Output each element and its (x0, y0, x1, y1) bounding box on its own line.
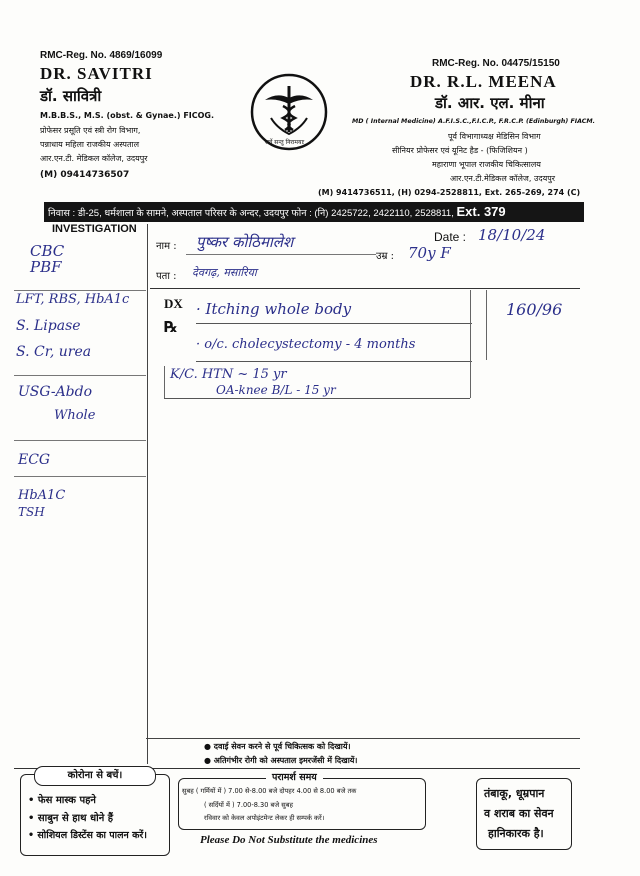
corona-title: कोरोना से बचें। (34, 766, 156, 786)
left-doctor-college: आर.एन.टी. मेडिकल कॉलेज, उदयपुर (40, 154, 148, 163)
footer-divider (146, 738, 580, 739)
investigation-item: HbA1C (18, 488, 66, 503)
address-ext: Ext. 379 (456, 204, 506, 219)
address-bar (44, 202, 584, 222)
right-doctor-hospital: महाराणा भूपाल राजकीय चिकित्सालय (432, 160, 541, 169)
right-doctor-degrees: MD ( Internal Medicine) A.F.I.S.C.,F.I.C.P., F.R.C.P. (Edinburgh) FIACM. (352, 118, 596, 125)
divider (14, 440, 146, 441)
rx-box-edge (470, 290, 471, 398)
left-doctor-dept: प्रोफेसर प्रसूति एवं स्त्री रोग विभाग, (40, 126, 141, 135)
patient-age-label: उम्र : (376, 251, 395, 262)
investigation-item: S. Lipase (16, 318, 81, 334)
right-doctor-unit-head: सीनियर प्रोफेसर एवं यूनिट हैड - (फिजिशियन ) (392, 146, 528, 155)
tobacco-line: हानिकारक है। (488, 827, 544, 840)
left-doctor-mobile: (M) 09414736507 (40, 170, 130, 180)
investigation-item: Whole (54, 408, 96, 423)
investigation-item: CBC (30, 242, 65, 260)
investigation-item: USG-Abdo (18, 384, 93, 400)
rx-underline (196, 323, 472, 324)
right-doctor-ex-hod: पूर्व विभागाध्यक्ष मेडिसिन विभाग (448, 132, 541, 141)
rx-box-edge (164, 366, 165, 398)
left-doctor-name-hindi: डॉ. सावित्री (40, 87, 102, 105)
right-doctor-reg: RMC-Reg. No. 04475/15150 (432, 58, 560, 69)
consult-line: रविवार को केवल अपोइंटमेन्ट लेकर ही सम्पर्क करें। (204, 814, 325, 822)
investigation-item: PBF (30, 258, 62, 276)
patient-name: पुष्कर कोठिमालेश (196, 233, 294, 251)
consult-line: ( सर्दियों में ) 7.00-8.30 बजे सुबह (204, 801, 293, 809)
tobacco-line: व शराब का सेवन (484, 807, 554, 820)
patient-address-label: पता : (156, 271, 177, 282)
name-line (186, 254, 376, 255)
tobacco-line: तंबाकू, धूम्रपान (484, 787, 545, 800)
address-text: निवास : डी-25, धर्मशाला के सामने, अस्पताल परिसर के अन्दर, उदयपुर फोन : (नि) 2425722, 2422110, 2528811, (48, 208, 454, 219)
corona-item: • फेस मास्क पहने (28, 795, 96, 806)
divider (14, 476, 146, 477)
dx-symbol: DX (164, 296, 183, 311)
logo-motto: सर्वे सन्तु निरामयाः (265, 139, 305, 146)
right-doctor-college: आर.एन.टी.मेडिकल कॉलेज, उदयपुर (450, 174, 556, 183)
right-doctor-name-hindi: डॉ. आर. एल. मीना (435, 94, 545, 112)
right-doctor-phones: (M) 9414736511, (H) 0294-2528811, Ext. 265-269, 274 (C) (318, 188, 581, 197)
left-doctor-name: DR. SAVITRI (40, 64, 153, 83)
rx-line: · o/c. cholecystectomy - 4 months (196, 337, 416, 352)
divider (14, 290, 146, 291)
rx-line: K/C. HTN ~ 15 yr (170, 367, 287, 382)
right-doctor-name: DR. R.L. MEENA (410, 72, 557, 91)
left-doctor-reg: RMC-Reg. No. 4869/16099 (40, 50, 163, 61)
substitute-notice: Please Do Not Substitute the medicines (200, 834, 378, 846)
patient-section-divider (150, 288, 580, 289)
corona-item: • साबुन से हाथ धोने हैं (28, 813, 114, 824)
bp-value: 160/96 (506, 300, 563, 319)
investigation-item: TSH (18, 505, 45, 519)
column-divider (147, 224, 148, 764)
divider (14, 375, 146, 376)
patient-address: देवगढ़, मसारिया (192, 266, 257, 279)
footer-note: ● अतिगंभीर रोगी को अस्पताल इमरजेंसी में दिखायें। (204, 756, 358, 765)
rx-underline (196, 361, 472, 362)
date-label: Date : (434, 230, 467, 244)
corona-item: • सोशियल डिस्टेंस का पालन करें। (28, 830, 147, 841)
rx-symbol: ℞ (164, 318, 178, 336)
patient-age: 70y F (408, 244, 451, 262)
investigation-item: ECG (18, 452, 51, 468)
patient-name-label: नाम : (156, 241, 177, 252)
left-doctor-degrees: M.B.B.S., M.S. (obst. & Gynae.) FICOG. (40, 111, 215, 120)
rx-underline (164, 398, 470, 399)
rx-line: · Itching whole body (196, 300, 352, 318)
footer-note: ● दवाई सेवन करने से पूर्व चिकित्सक को दिखायें। (204, 742, 351, 751)
vitals-divider (486, 290, 487, 360)
investigation-item: S. Cr, urea (16, 344, 92, 360)
date-value: 18/10/24 (478, 226, 546, 244)
investigation-item: LFT, RBS, HbA1c (16, 292, 130, 307)
consult-title: परामर्श समय (266, 770, 323, 783)
investigation-heading: INVESTIGATION (52, 223, 137, 235)
left-doctor-hospital: पन्नाधाय महिला राजकीय अस्पताल (40, 140, 139, 149)
rx-line: OA-knee B/L - 15 yr (216, 383, 336, 397)
consult-line: सुबह ( गर्मियों में ) 7.00 से-8.00 बजे दोपहर 4.00 से 8.00 बजे तक (182, 787, 357, 795)
